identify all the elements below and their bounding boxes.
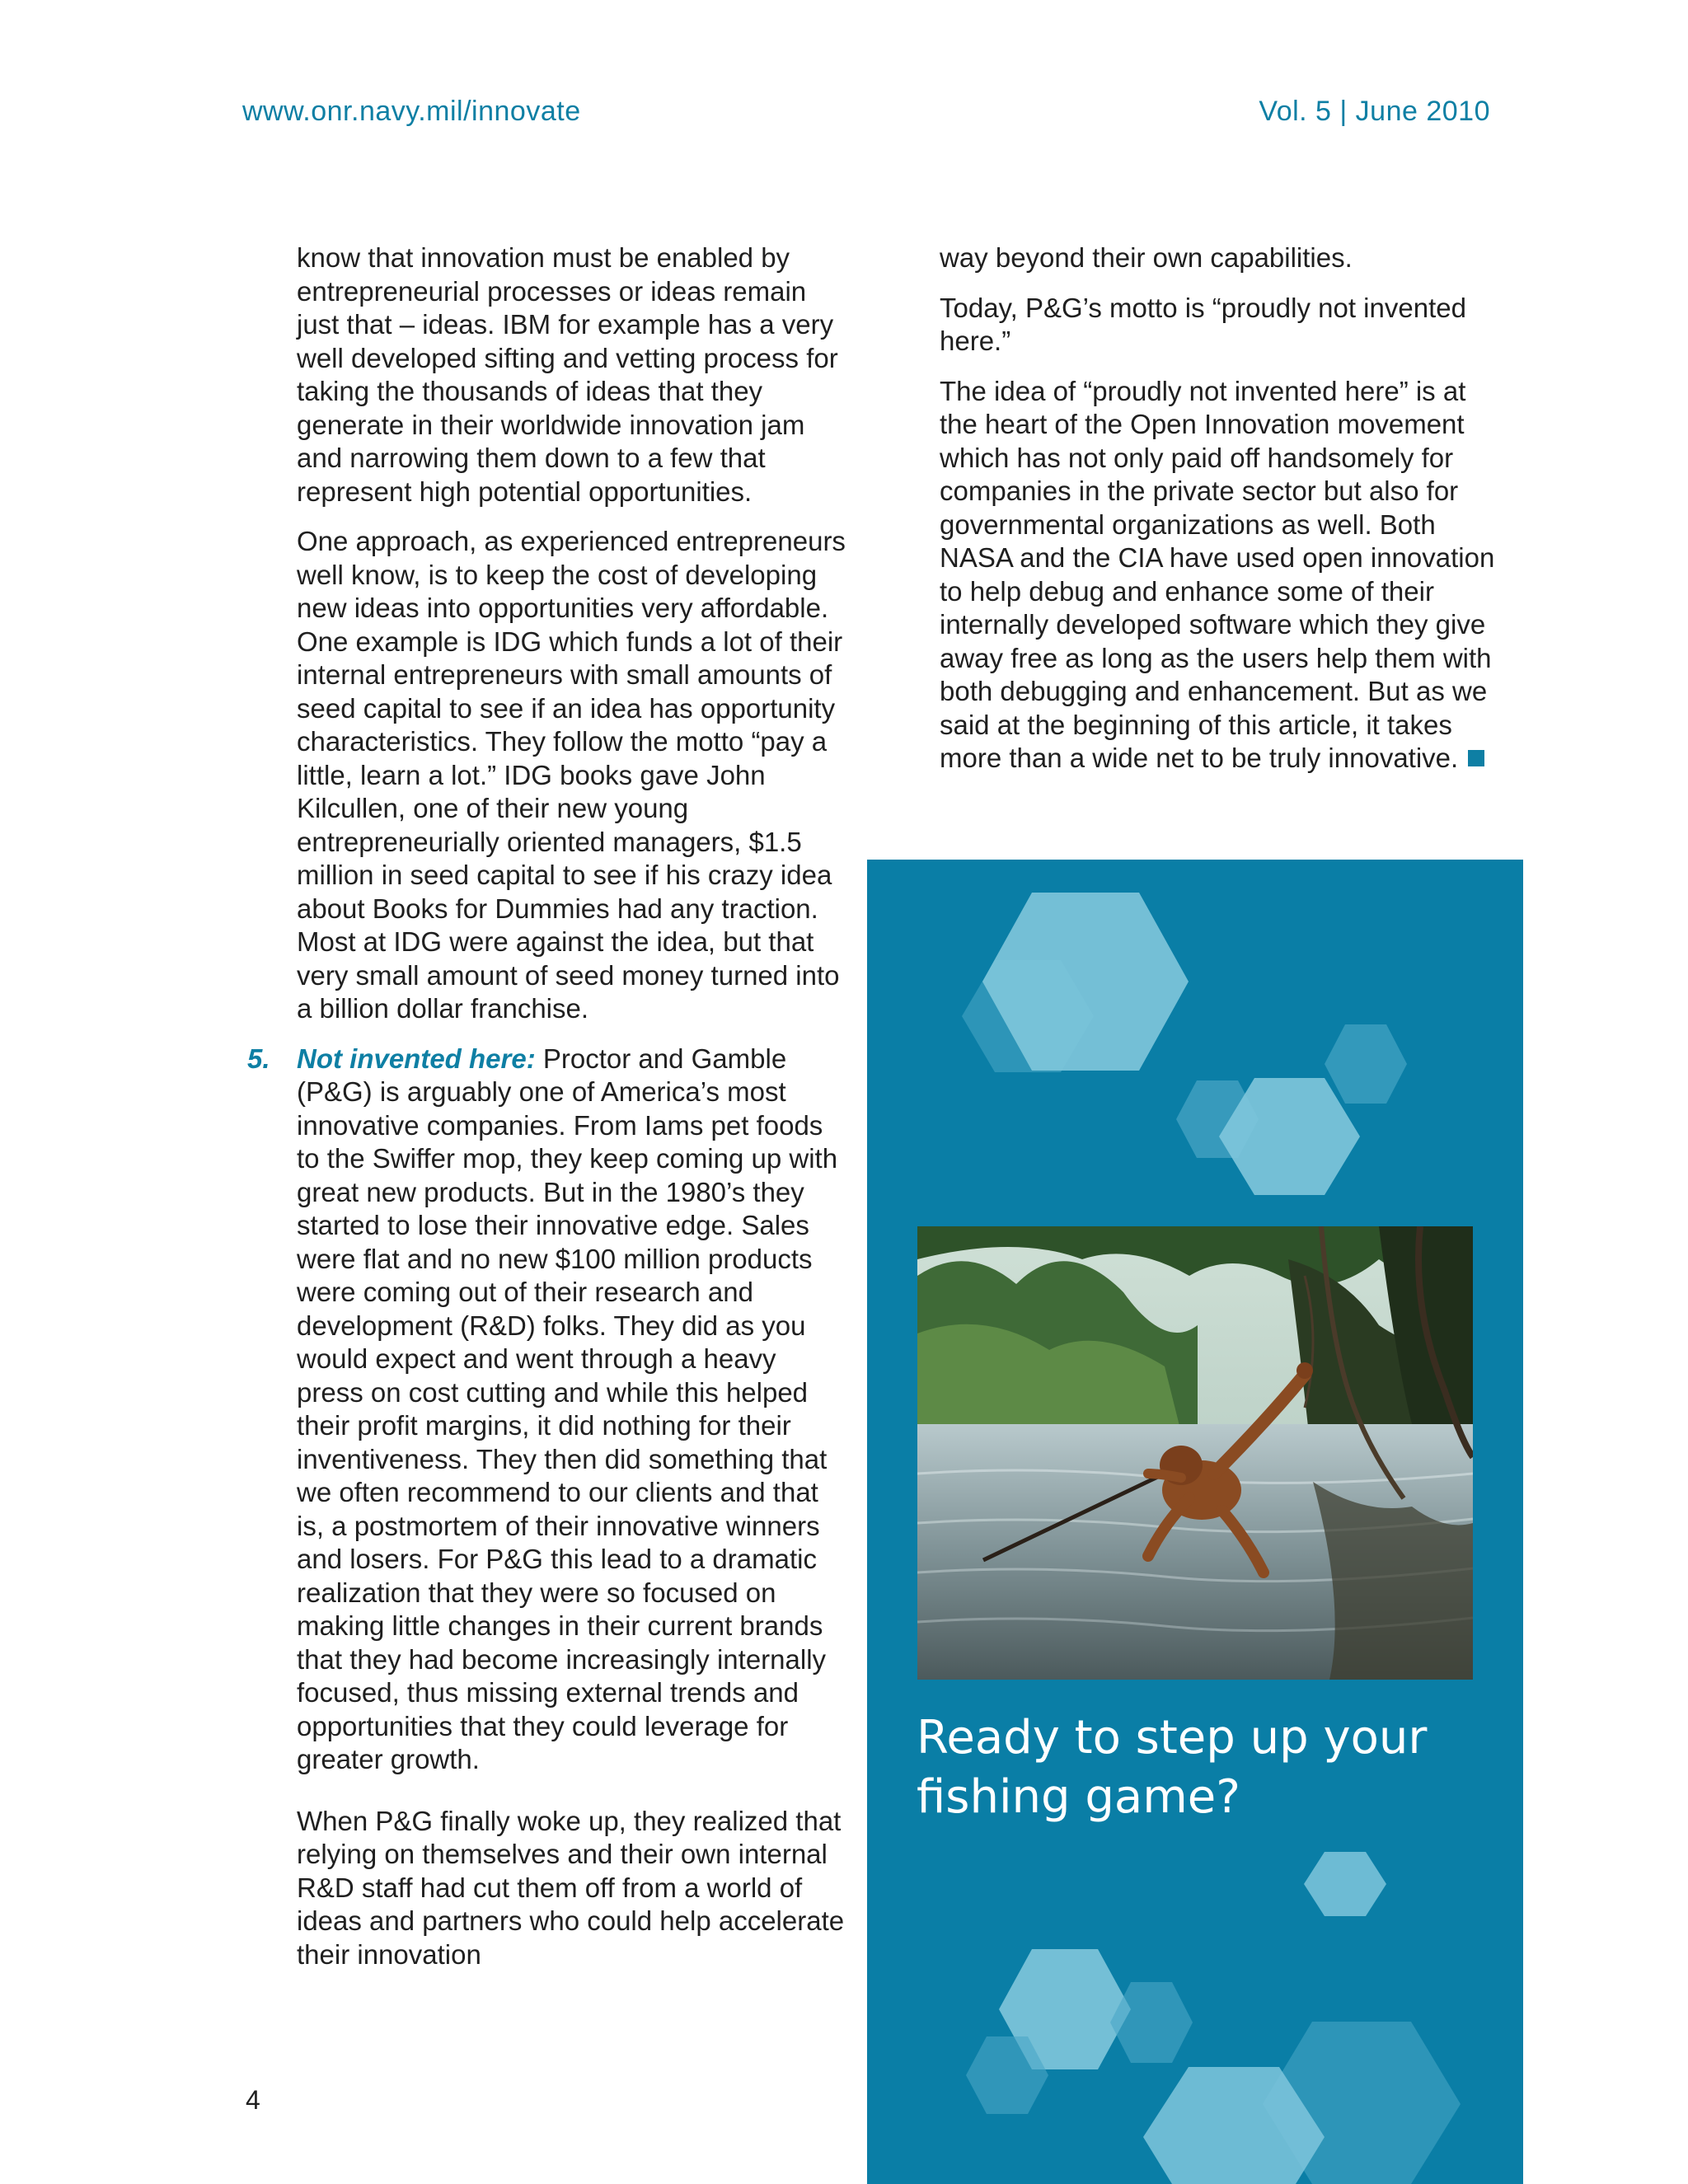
right-column — [940, 241, 1500, 792]
left-paragraph-2: One approach, as experienced entrepreneurs well know, is to keep the cost of developing new ideas into opportunities very affordable. One example is IDG which funds a lot of their internal entrepreneurs with small amounts of seed capital to see if an idea has opportunity characteristics. They follow the motto “pay a little, learn a lot.” IDG books gave John Kilcullen, one of their new young entrepreneurially oriented managers, $1.5 million in seed capital to see if his crazy idea about Books for Dummies had any traction. Most at IDG were against the idea, but that very small amount of seed money turned into a billion dollar franchise. — [297, 526, 846, 1024]
list-item-text: Proctor and Gamble (P&G) is arguably one of America’s most innovative companies. From Iams pet foods to the Swiffer mop, they keep coming up with great new products. But in the 1980’s they started to lose their innovative edge. Sales were flat and no new $100 million products were coming out of their research and development (R&D) folks. They did as you would expect and went through a heavy press on cost cutting and while this helped their profit margins, it did nothing for their inventiveness. They then did something that we often recommend to our clients and that is, a postmortem of their innovative winners and losers. For P&G this lead to a dramatic realization that they were so focused on making little changes in their current brands that they had become increasingly internally focused, thus missing external trends and opportunities that they could leverage for greater growth. — [297, 1043, 838, 1774]
right-paragraph-3-text: The idea of “proudly not invented here” is at the heart of the Open Innovation movement which has not only paid off handsomely for companies in the private sector but also for governmental organizations as well. Both NASA and the CIA have used open innovation to help debug and enhance some of their internally developed software which they give away free as long as the users help them with both debugging and enhancement. But as we said at the beginning of this article, it takes more than a wide net to be truly innovative. — [940, 375, 1495, 773]
page-number: 4 — [246, 2085, 260, 2115]
sidebar-tagline: Ready to step up your fishing game? — [917, 1711, 1428, 1824]
header-url[interactable]: www.onr.navy.mil/innovate — [242, 96, 581, 127]
orangutan-spear-fishing-photo — [917, 1226, 1473, 1680]
sidebar-ad-panel — [867, 860, 1523, 2184]
list-number: 5. — [247, 1043, 270, 1074]
left-column — [247, 241, 849, 1988]
orangutan-photo-icon — [917, 1226, 1473, 1680]
right-paragraph-1: way beyond their own capabilities. — [940, 242, 1353, 273]
right-paragraph-3 — [940, 375, 1500, 776]
right-paragraph-2: Today, P&G’s motto is “proudly not invented here.” — [940, 292, 1466, 356]
header-volume: Vol. 5 | June 2010 — [1259, 96, 1490, 127]
left-paragraph-1: know that innovation must be enabled by entrepreneurial processes or ideas remain just that – ideas. IBM for example has a very well developed sifting and vetting process for taking the thousands of ideas that they generate in their worldwide innovation jam and narrowing them down to a few that represent high potential opportunities. — [297, 242, 838, 507]
list-item-5 — [247, 1043, 849, 1777]
list-heading: Not invented here: — [297, 1043, 536, 1074]
end-of-article-icon — [1468, 750, 1484, 766]
left-paragraph-3: When P&G finally woke up, they realized that relying on themselves and their own internal R&D staff had cut them off from a world of ideas and partners who could help accelerate their innovation — [297, 1805, 845, 1970]
